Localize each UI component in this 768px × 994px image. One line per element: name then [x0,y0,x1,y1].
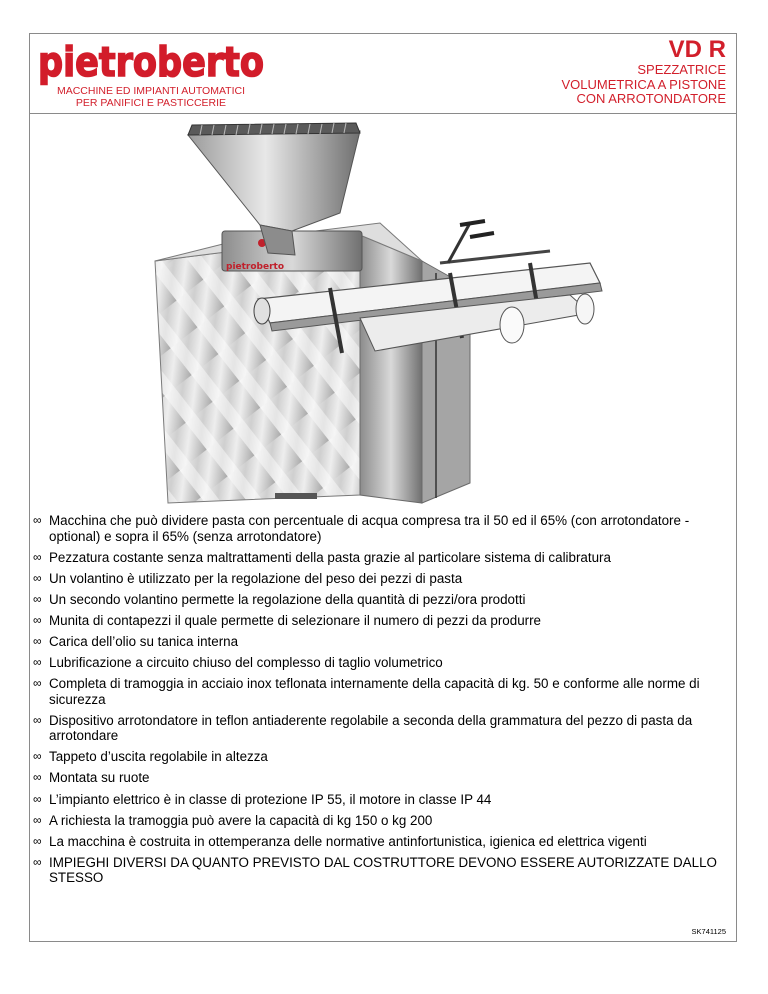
list-item: ∞ IMPIEGHI DIVERSI DA QUANTO PREVISTO DAL COSTRUTTORE DEVONO ESSERE AUTORIZZATE DALLO STESSO [33,854,717,886]
list-item: ∞ Tappeto d’uscita regolabile in altezza [33,749,268,765]
list-item: ∞ Munita di contapezzi il quale permette di selezionare il numero di pezzi da produrre [33,612,542,628]
dough-divider-illustration [30,113,736,498]
list-item: ∞ Lubrificazione a circuito chiuso del complesso di taglio volumetrico [33,655,443,671]
machine-photo [30,113,736,498]
feature-list [33,513,723,891]
machine-logo: pietroberto [226,262,285,272]
bullet-icon: ∞ [33,612,42,627]
data-sheet [29,33,737,942]
handwheel-stem [448,223,470,263]
bullet-icon: ∞ [33,633,42,648]
brand-wordmark: pietroberto [38,38,264,86]
list-item: ∞ Un secondo volantino permette la regolazione della quantità di pezzi/ora prodotti [33,591,526,607]
bullet-icon: ∞ [33,770,42,785]
machine-body [155,235,360,503]
list-item: ∞ La macchina è costruita in ottemperanza delle normative antinfortunistica, igienica ed elettrica vigenti [33,833,647,849]
list-item: ∞ Montata su ruote [33,770,150,786]
bullet-icon: ∞ [33,812,42,827]
bullet-icon: ∞ [33,791,42,806]
list-item: ∞ Completa di tramoggia in acciaio inox teflonata internamente della capacità di kg. 50 e conforme alle norme di sicurezza [33,676,700,707]
model-name: VD R [668,36,726,63]
bullet-icon: ∞ [33,712,42,727]
list-item: ∞ Carica dell’olio su tanica interna [33,633,239,649]
bullet-icon: ∞ [33,749,42,764]
hopper [188,131,360,231]
list-item: ∞ L’impianto elettrico è in classe di protezione IP 55, il motore in classe IP 44 [33,791,492,807]
bullet-icon: ∞ [33,655,42,670]
list-item: ∞ Dispositivo arrotondatore in teflon antiaderente regolabile a seconda della grammatura del pezzo di pasta da arrotondare [33,712,693,744]
list-item: ∞ Pezzatura costante senza maltrattamenti della pasta grazie al particolare sistema di calibratura [33,549,611,565]
list-item: ∞ Macchina che può dividere pasta con percentuale di acqua compresa tra il 50 ed il 65% (con arrotondatore - optional) e sopra il 65% (senza arrotondatore) [33,513,690,544]
product-type: SPEZZATRICE VOLUMETRICA A PISTONE CON ARROTONDATORE [561,62,726,106]
bullet-icon: ∞ [33,513,42,527]
bullet-icon: ∞ [33,591,42,606]
document-code: SK741125 [691,927,726,936]
front-panel [360,235,422,503]
brand-tagline: MACCHINE ED IMPIANTI AUTOMATICI PER PANIFICI E PASTICCERIE [56,85,246,109]
list-item: ∞ Un volantino è utilizzato per la regolazione del peso dei pezzi di pasta [33,570,463,586]
bullet-icon: ∞ [33,549,42,564]
list-item: ∞ A richiesta la tramoggia può avere la capacità di kg 150 o kg 200 [33,812,433,828]
header [30,34,736,114]
bullet-icon: ∞ [33,854,42,869]
bullet-icon: ∞ [33,833,42,848]
bullet-icon: ∞ [33,676,42,691]
bullet-icon: ∞ [33,570,42,585]
